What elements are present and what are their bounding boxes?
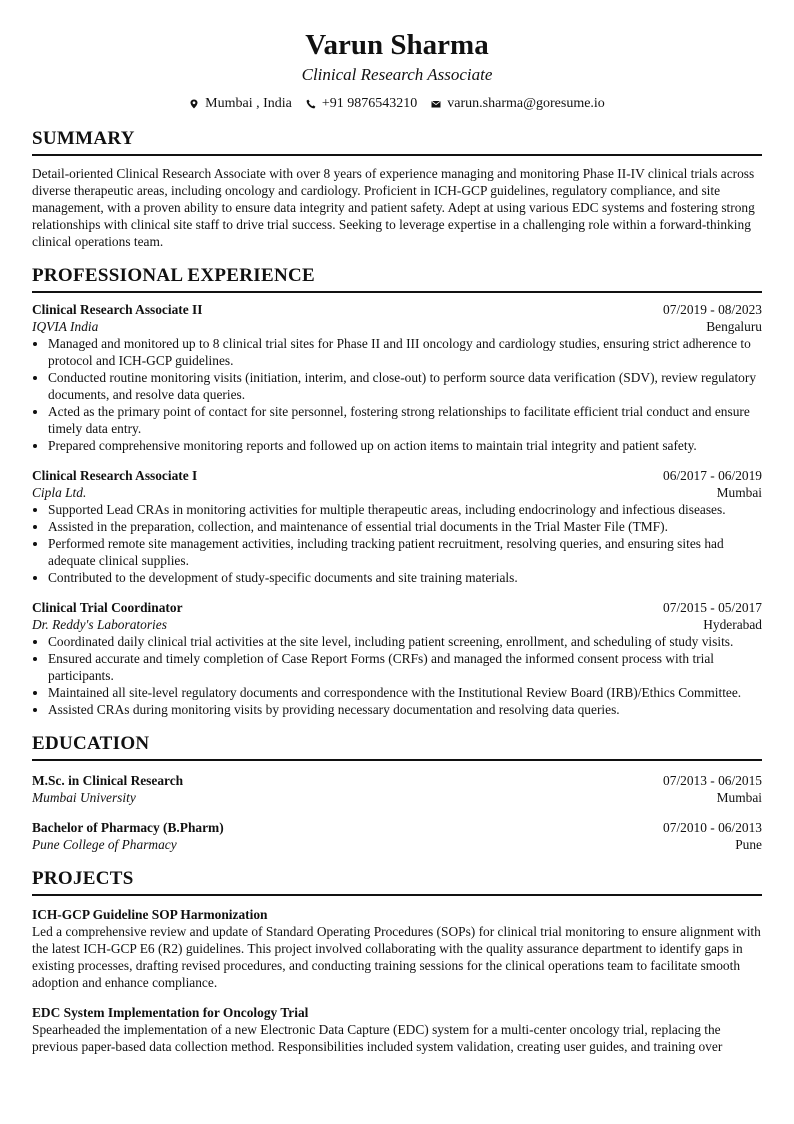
job-header-row — [32, 599, 762, 616]
job-bullet: • Coordinated daily clinical trial activities at the site level, including patient screening, enrollment, and scheduling of study visits. — [48, 633, 762, 650]
resume-page — [32, 26, 762, 1055]
contact-bar — [32, 95, 762, 113]
project-description: Spearheaded the implementation of a new Electronic Data Capture (EDC) system for a multi-center oncology trial, replacing the previous paper-based data collection method. Responsibilities included system validation, creating user guides, and training over — [32, 1022, 723, 1054]
job-company: IQVIA India — [32, 319, 99, 334]
education-school: Pune College of Pharmacy — [32, 837, 177, 852]
education-school-row — [32, 836, 762, 853]
email-text[interactable]: varun.sharma@goresume.io — [447, 96, 605, 111]
project-entry — [32, 1004, 762, 1055]
job-bullets — [32, 501, 762, 586]
job-title: Clinical Trial Coordinator — [32, 600, 183, 615]
education-school-row — [32, 789, 762, 806]
education-dates: 07/2010 - 06/2013 — [663, 820, 762, 835]
project-title: EDC System Implementation for Oncology Trial — [32, 1005, 309, 1020]
education-header-row — [32, 772, 762, 789]
education-heading: EDUCATION — [32, 732, 762, 761]
map-pin-icon — [189, 99, 199, 109]
experience-heading: PROFESSIONAL EXPERIENCE — [32, 264, 762, 293]
job-company-row — [32, 318, 762, 335]
job-bullet: • Ensured accurate and timely completion of Case Report Forms (CRFs) and managed the informed consent process with trial participants. — [48, 650, 762, 684]
job-dates: 07/2015 - 05/2017 — [663, 600, 762, 615]
envelope-icon — [431, 99, 441, 109]
education-header-row — [32, 819, 762, 836]
job-entry — [32, 301, 762, 454]
job-bullet: • Acted as the primary point of contact for site personnel, fostering strong relationships to facilitate efficient trial conduct and ensure timely data entry. — [48, 403, 762, 437]
contact-phone — [306, 95, 417, 113]
job-bullet: • Assisted CRAs during monitoring visits by providing necessary documentation and resolving data queries. — [48, 701, 762, 718]
job-bullet: • Contributed to the development of study-specific documents and site training materials. — [48, 569, 762, 586]
job-bullet: • Conducted routine monitoring visits (initiation, interim, and close-out) to perform source data verification (SDV), review regulatory documents, and resolve data queries. — [48, 369, 762, 403]
job-entry — [32, 599, 762, 718]
projects-section — [32, 867, 762, 1055]
projects-heading: PROJECTS — [32, 867, 762, 896]
education-degree: Bachelor of Pharmacy (B.Pharm) — [32, 820, 224, 835]
job-company: Cipla Ltd. — [32, 485, 87, 500]
job-bullet: • Maintained all site-level regulatory documents and correspondence with the Institutional Review Board (IRB)/Ethics Committee. — [48, 684, 762, 701]
education-location: Pune — [735, 837, 762, 852]
education-school: Mumbai University — [32, 790, 136, 805]
project-description: Led a comprehensive review and update of Standard Operating Procedures (SOPs) for clinical trial monitoring to ensure alignment with the latest ICH-GCP E6 (R2) guidelines. This project involved collaborating with the quality assurance department to identify gaps in existing processes, drafting revised procedures, and conducting training sessions for the clinical operations team to facilitate smooth adoption and enhance compliance. — [32, 924, 761, 990]
summary-heading: SUMMARY — [32, 127, 762, 156]
job-title: Clinical Research Associate I — [32, 468, 198, 483]
job-company-row — [32, 484, 762, 501]
education-section — [32, 732, 762, 853]
job-bullet: • Managed and monitored up to 8 clinical trial sites for Phase II and III oncology and cardiology studies, ensuring strict adherence to protocol and ICH-GCP guidelines. — [48, 335, 762, 369]
job-entry — [32, 467, 762, 586]
job-bullet: • Assisted in the preparation, collection, and maintenance of essential trial documents in the Trial Master File (TMF). — [48, 518, 762, 535]
project-title: ICH-GCP Guideline SOP Harmonization — [32, 907, 268, 922]
experience-section — [32, 264, 762, 718]
phone-text: +91 9876543210 — [321, 96, 418, 111]
education-entry — [32, 819, 762, 853]
job-location: Hyderabad — [703, 617, 762, 632]
job-bullet: • Performed remote site management activities, including tracking patient recruitment, resolving queries, and ensuring sites had adequate clinical supplies. — [48, 535, 762, 569]
summary-text: Detail-oriented Clinical Research Associate with over 8 years of experience managing and monitoring Phase II-IV clinical trials across diverse therapeutic areas, including oncology and cardiology. Proficient in ICH-GCP guidelines, regulatory compliance, and site management, with a proven ability to ensure data integrity and patient safety. Adept at using various EDC systems and fostering strong relationships with clinical site staff to drive trial success. Seeking to leverage expertise in a challenging role within a forward-thinking clinical operations team. — [32, 166, 755, 249]
summary-section — [32, 127, 762, 250]
phone-icon — [306, 99, 316, 109]
education-dates: 07/2013 - 06/2015 — [663, 773, 762, 788]
project-entry — [32, 906, 762, 991]
job-title: Clinical Research Associate II — [32, 302, 203, 317]
job-company-row — [32, 616, 762, 633]
job-dates: 06/2017 - 06/2019 — [663, 468, 762, 483]
location-text: Mumbai , India — [205, 96, 292, 111]
candidate-name: Varun Sharma — [305, 29, 489, 61]
job-bullet: • Supported Lead CRAs in monitoring activities for multiple therapeutic areas, including endocrinology and infectious diseases. — [48, 501, 762, 518]
contact-location — [189, 95, 292, 113]
job-location: Mumbai — [716, 485, 762, 500]
candidate-title: Clinical Research Associate — [301, 65, 493, 84]
education-location: Mumbai — [716, 790, 762, 805]
job-bullet: • Prepared comprehensive monitoring reports and followed up on action items to maintain trial integrity and patient safety. — [48, 437, 762, 454]
job-header-row — [32, 301, 762, 318]
contact-email — [431, 95, 605, 113]
job-dates: 07/2019 - 08/2023 — [663, 302, 762, 317]
education-degree: M.Sc. in Clinical Research — [32, 773, 184, 788]
job-company: Dr. Reddy's Laboratories — [32, 617, 167, 632]
job-header-row — [32, 467, 762, 484]
job-location: Bengaluru — [706, 319, 762, 334]
job-bullets — [32, 335, 762, 454]
education-entry — [32, 772, 762, 806]
job-bullets — [32, 633, 762, 718]
